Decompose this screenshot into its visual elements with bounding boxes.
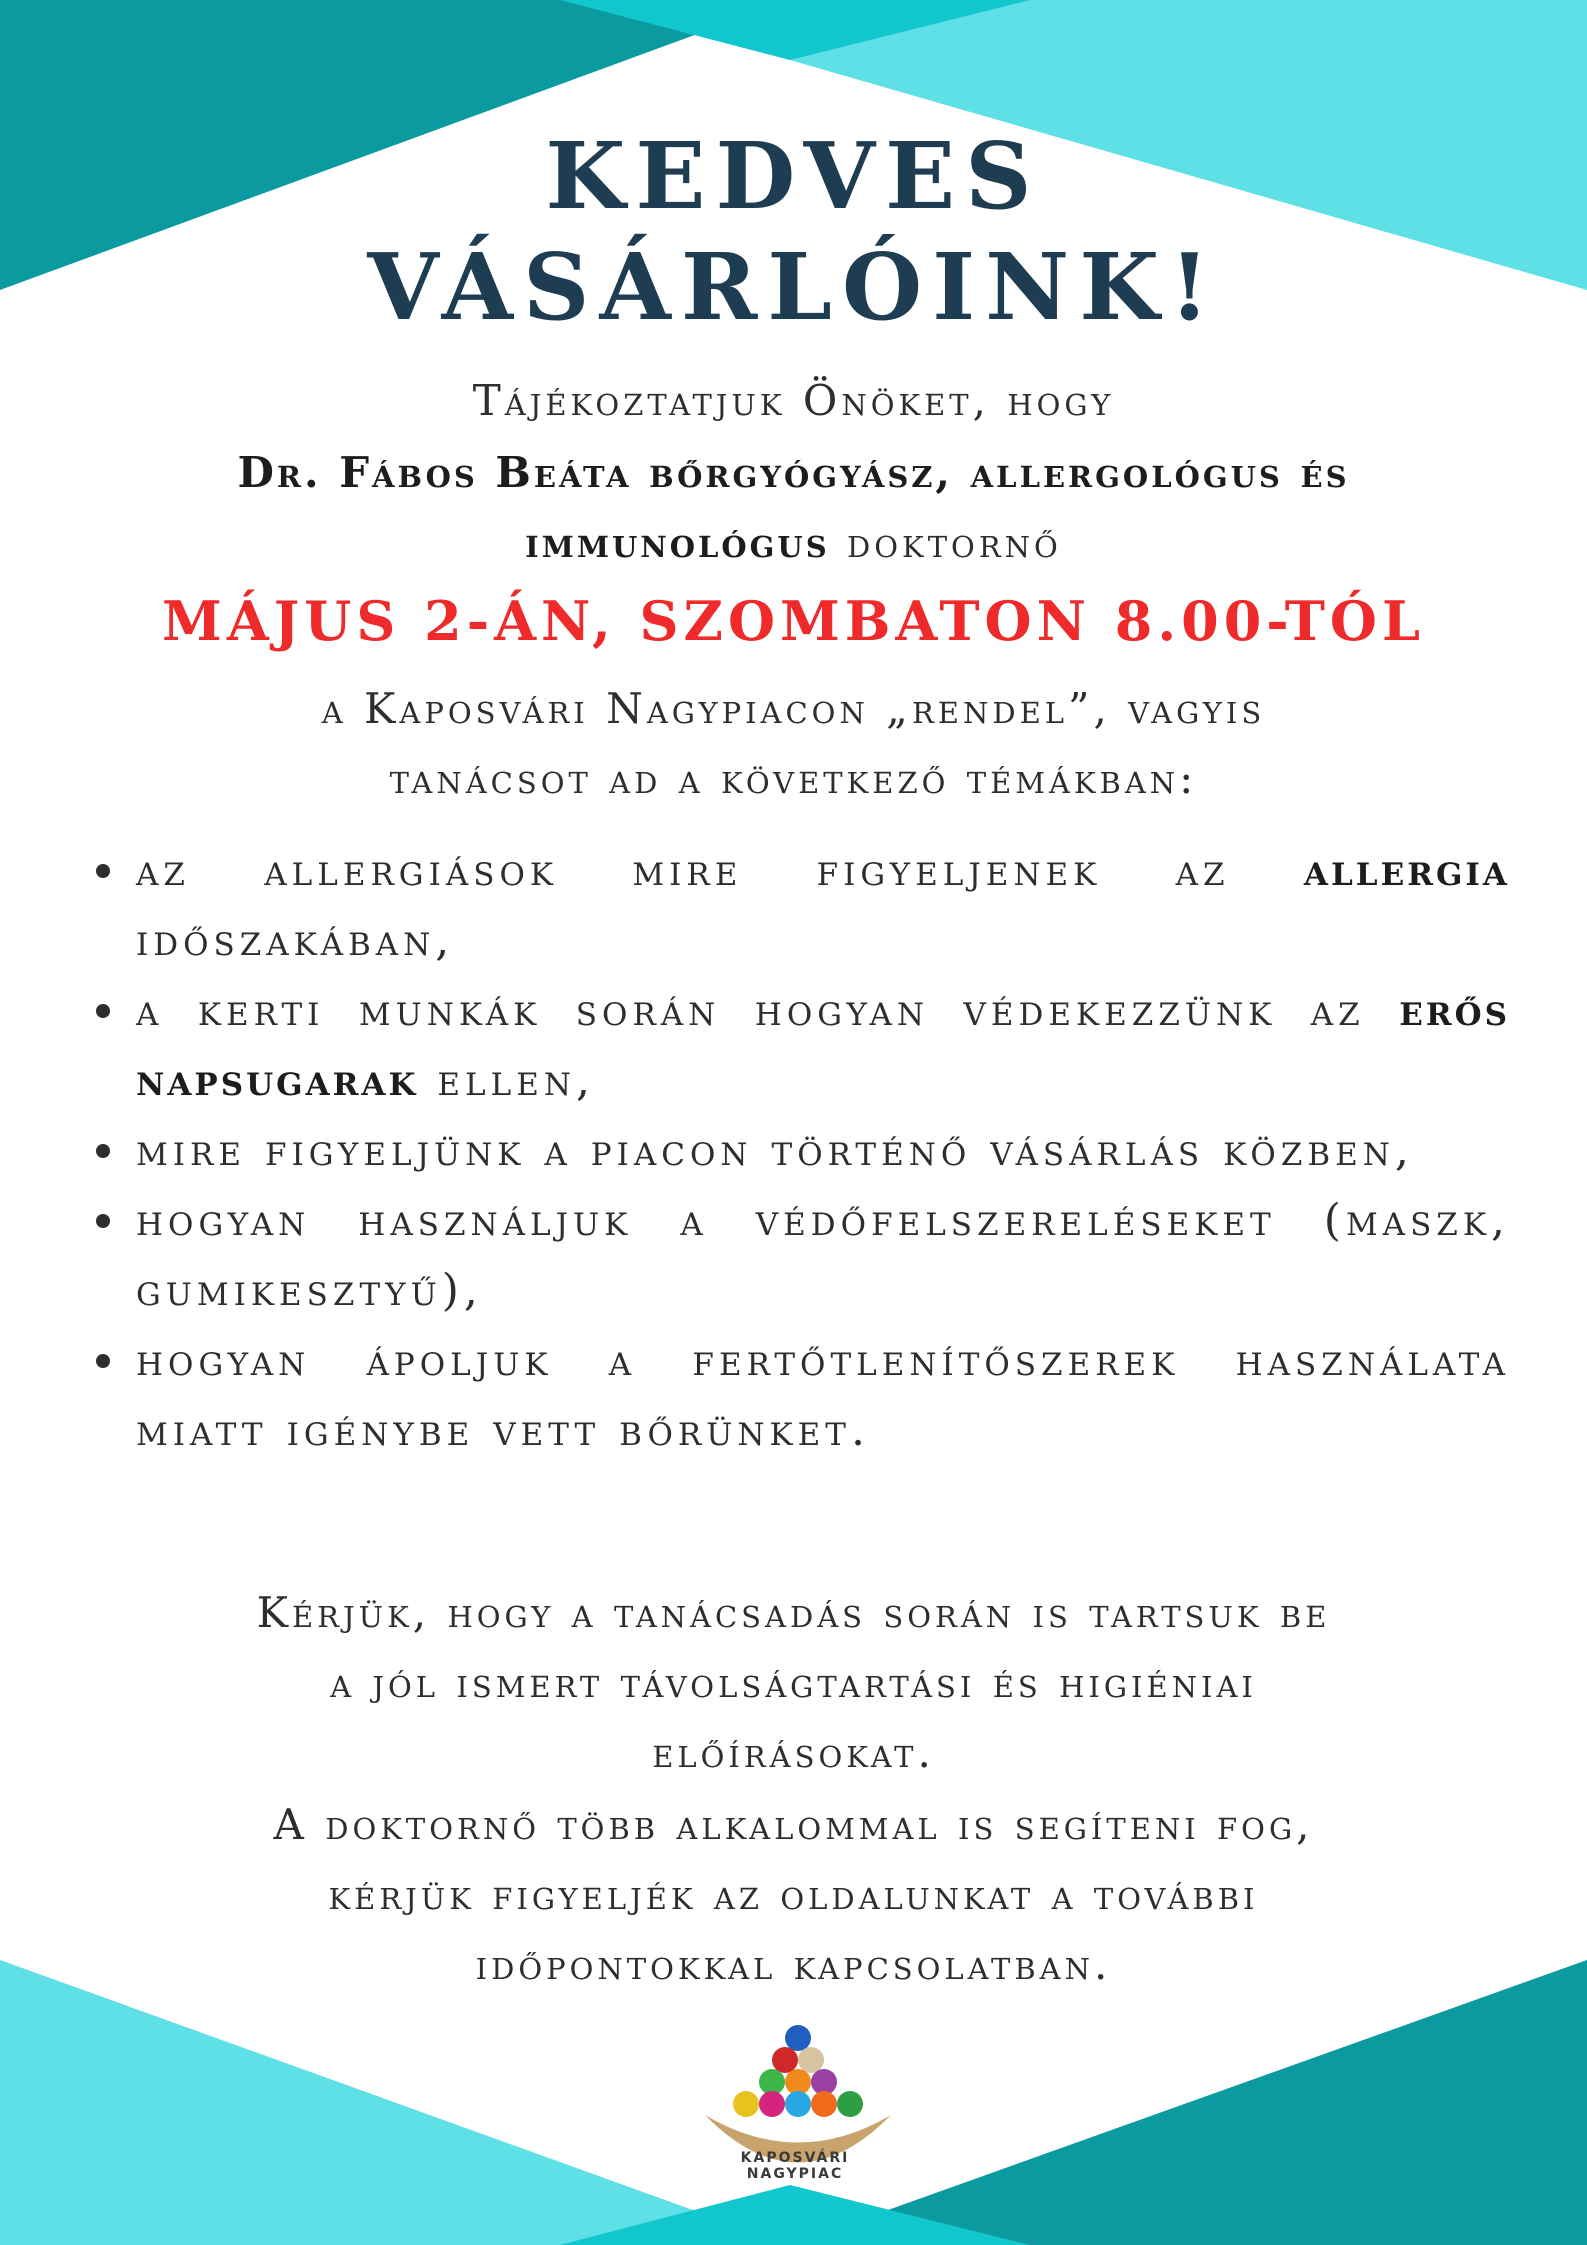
topic-bold: erős napsugarak [136,985,1510,1106]
topic-text: a kerti munkák során hogyan védekezzünk az [136,985,1400,1036]
doctor-title-bold: immunológus [525,518,830,567]
bullet-dot [96,1354,110,1368]
topics-intro-line: tanácsot ad a következő témákban: [389,754,1198,803]
topic-item [90,836,1510,976]
topic-bold: allergia [1303,845,1510,896]
doctor-title-line [70,514,1517,572]
bullet-dot [96,864,110,878]
topic-text: hogyan ápoljuk a fertőtlenítőszerek használata miatt igénybe vett bőrünket. [136,1335,1510,1456]
topic-text-end: ellen, [418,1055,595,1106]
closing-line: előírásokat. [652,1728,935,1777]
logo-text: KAPOSVÁRI NAGYPIAC [740,2150,850,2182]
topic-item [90,1186,1510,1326]
closing-line: a jól ismert távolságtartási és higiéniai [330,1658,1257,1707]
closing-line: Kérjük, hogy a tanácsadás során is tartsuk be [256,1588,1331,1637]
topic-text-end: időszakában, [136,915,455,966]
topic-text: mire figyeljünk a piacon történő vásárlás közben, [136,1125,1414,1176]
intro-line: Tájékoztatjuk Önöket, hogy [472,376,1115,425]
topic-item [90,1116,1510,1186]
location-line: a Kaposvári Nagypiacon „rendel”, vagyis [321,684,1266,733]
closing-line: időpontokkal kapcsolatban. [475,1940,1112,1989]
bullet-dot [96,1214,110,1228]
date-highlight: MÁJUS 2-ÁN, SZOMBATON 8.00-TÓL [162,589,1425,653]
topic-item [90,1326,1510,1466]
bullet-dot [96,1004,110,1018]
topic-item [90,976,1510,1116]
doctor-title-rest: doktornő [829,518,1062,567]
closing-line: kérjük figyeljék az oldalunkat a további [328,1870,1259,1919]
doctor-name-line: Dr. Fábos Beáta bőrgyógyász, allergológus és [237,448,1350,497]
topic-text: hogyan használjuk a védőfelszereléseket (maszk, gumikesztyű), [136,1195,1510,1316]
closing-line: A doktornő több alkalommal is segíteni fog, [273,1800,1314,1849]
topic-text: az allergiások mire figyeljenek az [136,845,1304,896]
topics-list [90,836,1510,1466]
title-line-2: VÁSÁRLÓINK! [367,233,1220,341]
bullet-dot [96,1144,110,1158]
title-line-1: KEDVES [545,122,1042,230]
